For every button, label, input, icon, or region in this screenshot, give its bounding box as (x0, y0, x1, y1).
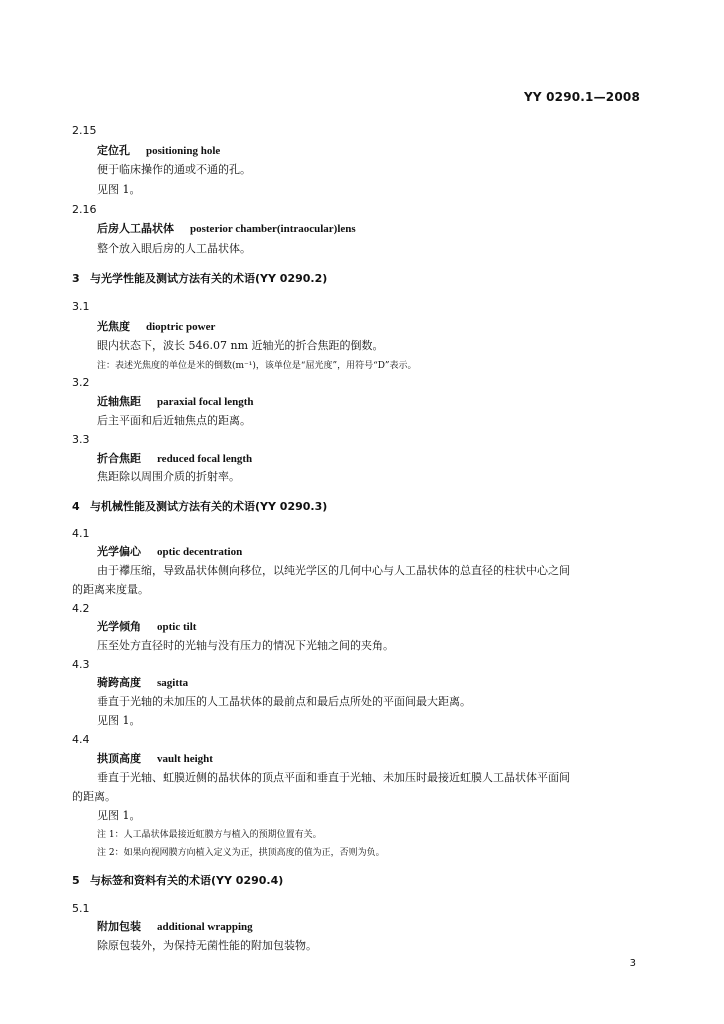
definition-text: 便于临床操作的通或不通的孔。 (97, 163, 251, 176)
clause-number: 2.16 (72, 203, 97, 216)
term-chinese: 光学倾角 (97, 620, 141, 633)
term-chinese: 折合焦距 (97, 452, 141, 465)
term-english: sagitta (157, 677, 189, 689)
term-chinese: 光学偏心 (97, 545, 141, 558)
definition-text: 垂直于光轴、虹膜近侧的晶状体的顶点平面和垂直于光轴、未加压时最接近虹膜人工晶状体平面间 (97, 771, 570, 784)
section-number: 3 (72, 272, 80, 285)
definition-continuation: 的距离来度量。 (72, 583, 149, 596)
term-heading (97, 452, 252, 466)
definition-text: 焦距除以周围介质的折射率。 (97, 470, 240, 483)
term-english: dioptric power (146, 321, 216, 333)
definition-continuation: 的距离。 (72, 790, 116, 803)
term-heading (97, 676, 188, 690)
section-number: 4 (72, 500, 80, 513)
standard-number-header: YY 0290.1—2008 (523, 90, 640, 104)
section-heading (72, 272, 327, 286)
clause-number: 3.3 (72, 433, 90, 446)
note-text: 注 2：如果向视网膜方向植入定义为正，拱顶高度的值为正，否则为负。 (97, 848, 385, 858)
term-english: paraxial focal length (157, 396, 254, 408)
term-heading (97, 620, 196, 634)
section-heading (72, 500, 327, 514)
term-heading (97, 545, 242, 559)
term-chinese: 近轴焦距 (97, 395, 141, 408)
section-title: 与光学性能及测试方法有关的术语(YY 0290.2) (90, 272, 328, 285)
term-english: vault height (157, 753, 213, 765)
term-heading (97, 222, 356, 236)
term-english: reduced focal length (157, 453, 253, 465)
clause-number: 5.1 (72, 902, 90, 915)
term-chinese: 定位孔 (97, 144, 130, 157)
term-english: positioning hole (146, 145, 221, 157)
term-heading (97, 920, 253, 934)
see-figure-text: 见图 1。 (97, 714, 141, 727)
term-chinese: 拱顶高度 (97, 752, 141, 765)
section-heading (72, 874, 283, 888)
term-chinese: 后房人工晶状体 (97, 222, 174, 235)
term-english: optic decentration (157, 546, 243, 558)
term-chinese: 光焦度 (97, 320, 130, 333)
clause-number: 4.1 (72, 527, 90, 540)
note-text: 注：表述光焦度的单位是米的倒数(m⁻¹)，该单位是“屈光度”，用符号“D”表示。 (97, 361, 417, 371)
clause-number: 4.3 (72, 658, 90, 671)
clause-number: 3.1 (72, 300, 90, 313)
term-heading (97, 752, 213, 766)
section-number: 5 (72, 874, 80, 887)
clause-number: 4.4 (72, 733, 90, 746)
section-title: 与标签和资料有关的术语(YY 0290.4) (90, 874, 284, 887)
definition-text: 垂直于光轴的未加压的人工晶状体的最前点和最后点所处的平面间最大距离。 (97, 695, 471, 708)
definition-text: 由于襻压缩，导致晶状体侧向移位，以纯光学区的几何中心与人工晶状体的总直径的柱状中心之间 (97, 564, 570, 577)
clause-number: 4.2 (72, 602, 90, 615)
see-figure-text: 见图 1。 (97, 183, 141, 196)
section-title: 与机械性能及测试方法有关的术语(YY 0290.3) (90, 500, 328, 513)
term-chinese: 骑跨高度 (97, 676, 141, 689)
definition-text: 整个放入眼后房的人工晶状体。 (97, 242, 251, 255)
clause-number: 3.2 (72, 376, 90, 389)
term-english: additional wrapping (157, 921, 253, 933)
definition-text: 后主平面和后近轴焦点的距离。 (97, 414, 251, 427)
page-number: 3 (629, 958, 636, 969)
note-text: 注 1：人工晶状体最接近虹膜方与植入的预期位置有关。 (97, 830, 322, 840)
term-english: optic tilt (157, 621, 197, 633)
term-heading (97, 320, 215, 334)
definition-text: 眼内状态下，波长 546.07 nm 近轴光的折合焦距的倒数。 (97, 339, 384, 352)
term-chinese: 附加包装 (97, 920, 141, 933)
term-english: posterior chamber(intraocular)lens (190, 223, 356, 235)
definition-text: 除原包装外，为保持无菌性能的附加包装物。 (97, 939, 317, 952)
clause-number: 2.15 (72, 124, 97, 137)
definition-text: 压至处方直径时的光轴与没有压力的情况下光轴之间的夹角。 (97, 639, 394, 652)
term-heading (97, 144, 220, 158)
see-figure-text: 见图 1。 (97, 809, 141, 822)
term-heading (97, 395, 254, 409)
